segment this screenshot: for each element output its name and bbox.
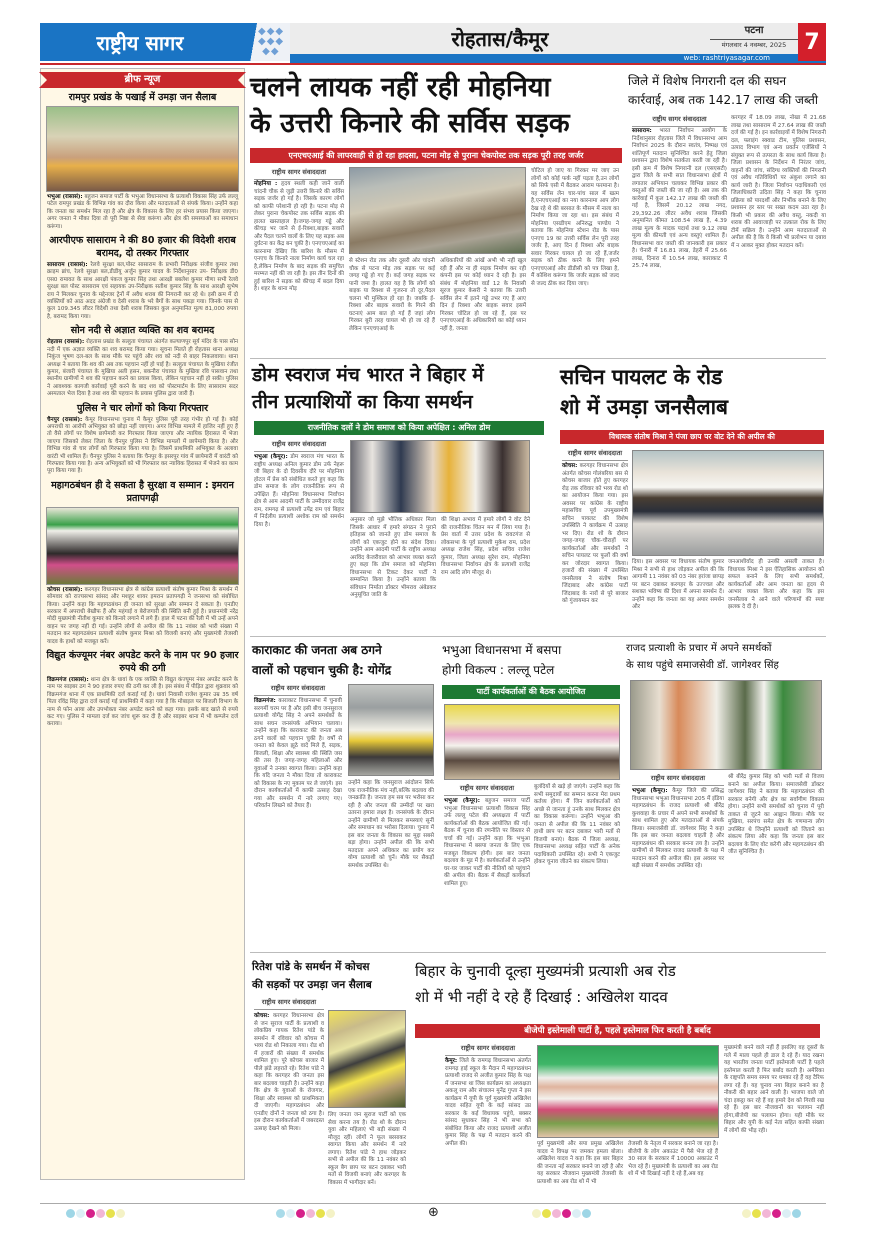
article-text: कोचस: करगहर विधानसभा क्षेत्र से जन सुराज पार्टी के प्रत्याशी व लोकप्रिय गायक रितेश पांडे के समर्थन में रविवार को कोचस में भव्य रोड शो निकाला गया। रोड शो में हजारों की संख्या में समर्थक शामिल हुए। पूरे कोचस बाजार में पीले झंडे लहराते रहे। रितेश पांडे ने कहा कि करगहर की जनता इस बार बदलाव चाहती है। उन्होंने कहा कि क्षेत्र के युवाओं के रोजगार, शिक्षा और स्वास्थ्य को प्राथमिकता दी जाएगी। महागठबंधन और एनडीए दोनों ने जनता को ठगा है। इस दौरान कार्यकर्ताओं में जबरदस्त उत्साह देखने को मिला। [254,1013,324,1132]
brief-body: रोहतास प्रखंड के सल्हुता पंचायत अंतर्गत कल्याणपुर सूर्य मंदिर के पास सोन नदी में एक अज्ञात व्यक्ति का शव बरामद किया गया। सूचना मिलते ही रोहतास थाना अध्यक्ष निकुंज भूषण दल-बल के साथ मौके पर पहुंचे और शव को नदी से बाहर निकलवाया। थाना अध्यक्ष ने बताया कि शव की अब तक पहचान नहीं हो पाई है। सल्हुता पंचायत के मुखिया रंजीत कुमार, बंजारी पंचायत के मुखिया अली हसन, बकनौरा पंचायत के मुखिया रवि पासवान तथा स्थानीय ग्रामीणों ने शव की पहचान करने का प्रयास किया, लेकिन पहचान नहीं हो सकी। पुलिस ने आवश्यक कागजी कार्रवाई पूरी करने के बाद शव को पोस्टमार्टम के लिए सासाराम सदर अस्पताल भेज दिया है तथा शव की पहचान के प्रयास पुलिस द्वारा जारी हैं। [47,339,239,398]
akhilesh-rally-photo [537,1045,719,1138]
article-text: दिया। इस अवसर पर विधायक संतोष कुमार मिश्रा ने सभी से हाथ जोड़कर अपील की कि आगामी 11 नवंबर को 03 नंबर हरांजा छापड़ पर बटन दबाकर करगहर के उज्ज्वल और सशक्त भविष्य की दिशा में अपना समर्थन दें। उन्होंने कहा कि जनता का यह अपार समर्थन और [632,559,724,610]
color-registration-dots [532,1209,591,1218]
brief-dateline: विक्रमगंज (रासासं): [47,677,89,684]
brief-body: रेलवे सुरक्षा बल,पोस्ट सासाराम के प्रभारी निरीक्षक संजीव कुमार तथा क्राइम ब्रांच, रेलवे सुरक्षा बल,डीडीयू अर्जुन कुमार यादव के निर्देशानुसार उप- निरीक्षक डी0 एस0 रामावत के साथ आरक्षी पंकज कुमार सिंह तथा आरक्षी बबलेश कुमार मीणा सभी रेलवे सुरक्षा बल पोस्ट सासाराम एवं सहायक उप-निरीक्षक सतीश कुमार सिंह के साथ आरक्षी सुभेष राय ने मिलकर चुनाव के मद्देनजर ट्रेनों में अवैध शराब की निगरानी कर रहे थे। इसी क्रम में दो व्यक्तियों को आठ अदद अंग्रेजी व देसी शराब के भरे बैगों के साथ पकड़ा गया। जिनके पास से कुल 109.345 लीटर विदेशी तथा देसी शराब जिसका कुल अनुमानित मूल्य 81,000 रुपया है, बरामद किया गया। [47,262,238,320]
article-text: करगहर में 18.09 लाख, नोखा में 21.68 लाख तथा सासाराम में 27.64 लाख की जब्ती दर्ज की गई है। इन कार्रवाइयों में विशेष निगरानी दल, फ्लाइंग स्क्वाड टीम, पुलिस प्रशासन, उत्पाद विभाग एवं अन्य प्रवर्तन एजेंसियों ने संयुक्त रूप से तत्परता के साथ कार्य किया है। जिला प्रशासन के निर्देशन में निरंतर जांच, वाहनों की जांच, संदिग्ध व्यक्तियों की निगरानी एवं अवैध गतिविधियों पर अंकुश लगाने का कार्य जारी है। जिला निर्वाचन पदाधिकारी एवं जिलाधिकारी उदिता सिंह ने कहा कि चुनाव प्रक्रिया को पारदर्शी और निर्भीक बनाने के लिए प्रशासन हर स्तर पर सख्त कदम उठा रहा है। किसी भी प्रकार की अवैध वस्तु, नकदी या शराब की आवाजाही पर तत्काल रोक के लिए टीमें सक्रिय हैं। उन्होंने आम मतदाताओं से अपील की है कि वे किसी भी प्रलोभन या दबाव में न आकर मुक्त होकर मतदान करें। [731,115,826,249]
brief-body: करगहर विधानसभा क्षेत्र से कांग्रेस प्रत्याशी संतोष कुमार मिश्रा के समर्थन में सोमवार को राज्यसभा सांसद और मशहूर शायर इमरान प्रतापगढ़ी ने जनसभा को संबोधित किया। उन्होंने कहा कि महागठबंधन ही जनता को सुरक्षा और सम्मान दे सकता है। एनडीए सरकार में अपराधी बेखौफ हैं और महंगाई व बेरोजगारी की स्थिति बनी हुई है। प्रधानमंत्री नरेंद्र मोदी मुख्यमंत्री नीतीश कुमार को किनारे लगाने में लगे हैं। हाल में पटना की रैली में भी उन्हें अपने वाहन पर जगह नहीं दी गई। उन्होंने लोगों से अपील की कि 11 नवंबर को भारी संख्या में मतदान कर महागठबंधन प्रत्याशी संतोष कुमार मिश्रा को विजयी बनाएं और मुख्यमंत्री तेजस्वी यादव के हाथों को मजबूत करें। [47,586,238,645]
article-text: कोचस: करगहर विधानसभा क्षेत्र अंतर्गत कोचस गोलंबरिया बस से कोचस बाजार होते हुए करगहर रोड़ तक रविवार को भव्य रोड शो का आयोजन किया गया। इस अवसर पर कांग्रेस के राष्ट्रीय महासचिव पूर्व उपमुख्यमंत्री सचिन पायलट की विशेष उपस्थिति ने कार्यक्रम में उत्साह भर दिए। रोड शो के दौरान जगह-जगह चौक-चौराहों पर कार्यकर्ताओं और समर्थकों ने सचिन पायलट पर फूलों की वर्षा कर जोरदार स्वागत किया। हजारों की संख्या में उपस्थित जनसैलाब ने संतोष मिश्रा जिंदाबाद और कांग्रेस पार्टी जिंदाबाद के नारों से पूरे बाजार को गुंजायमान कर [562,463,628,604]
masthead-rule [40,63,826,65]
sachin-subhead: विधायक संतोष मिश्रा ने पंजा छाप पर वोट देने की अपील की [560,430,824,444]
brief-item [41,399,244,476]
byline: राष्ट्रीय सागर संवाददाता [632,115,727,127]
dom-swaraj-headline: डोम स्वराज मंच भारत ने बिहार में तीन प्रत्याशियों का किया समर्थन [252,364,484,413]
article-text: लिए जनता जन सुराज पार्टी को एक सेवा करना तय है। रोड शो के दौरान युवा और महिलाएं भी बड़ी संख्या में मौजूद रहीं। लोगों ने फूल बरसाकर स्वागत किया और समर्थन में नारे लगाए। रितेश पांडे ने हाथ जोड़कर सभी से अपील की कि 11 नवंबर को स्कूल बैग छाप पर बटन दबाकर भारी मतों से विजयी बनाएं और करगहर के विकास में भागीदार बनें। [328,1112,406,1186]
brief-item [41,231,244,321]
brief-body: कैमूर विधानसभा चुनाव में कैमूर पुलिस पूरी तरह गंभीर हो गई है। कोई अपराधी या आरोपी अभियुक्त को छोड़ा नहीं जाएगा। अगर विभिन्न मामले में हाजिर नहीं हुए हैं तो वैसे लोगों पर विशेष छापेमारी कर गिरफ्तार किया जाएगा और न्यायिक हिरासत में भेजा जाएगा जिसको लेकर जिला के चैनपुर पुलिस ने विभिन्न मामलों में छापेमारी किया है। और विभिन्न गांव से चार लोगों को गिरफ्तार किया गया है। जिसमें प्राथमिकी अभियुक्त के अलावा वारंटी भी शामिल हैं। चैनपुर पुलिस ने बताया कि चैनपुर के इसरपुर गांव में छापेमारी में वारंटी को गिरफ्तार किया गया है। अन्य अभियुक्तों को भी गिरफ्तार कर न्यायिक हिरासत में भेजने का काम पूरा किया गया है। [47,416,238,475]
sachin-headline: सचिन पायलट के रोड शो में उमड़ा जनसैलाब [560,365,729,419]
brief-banner: ब्रीफ न्यूज [49,72,236,88]
bhabhua-headline: भभुआ विधानसभा में बसपा होगी विकल्प : लल्लू पटेल [442,643,562,677]
akhilesh-headline: बिहार के चुनावी दूल्हा मुख्यमंत्री प्रत्याशी अब रोड शो में भी नहीं दे रहे हैं दिखाई : अखिलेश यादव [415,962,676,1006]
edition-city: पटना [744,25,764,36]
byline: राष्ट्रीय सागर संवाददाता [632,774,724,786]
brief-news-column [40,68,245,1180]
article-text: भभुआ (कैमूर): कैमूर जिले की प्रसिद्ध विधानसभा भभुआ विधानसभा 205 में इंडिया महागठबंधन के राजद प्रत्याशी श्री बीरेंद्र कुशवाहा के प्रचार में अपने सभी समर्थकों के साथ शामिल हुए और मतदाताओं से संपर्क किया। समाजसेवी डॉ. जागेश्वर सिंह ने कहा कि इस बार जनता बदलाव चाहती है और महागठबंधन की सरकार बनना तय है। उन्होंने ग्रामीणों से मिलकर राजद प्रत्याशी के पक्ष में मतदान करने की अपील की। इस अवसर पर बड़ी संख्या में समर्थक उपस्थित रहे। [632,788,724,869]
article-text: मोहनिया : हृदय स्थली कही जाने वाली चांदनी चौक से जुड़ी उत्तरी किनारे की सर्विस सड़क जर्जर हो गई है। जिसके कारण लोगों को काफी परेशानी हो रही है। पटना मोड़ से लेकर पुराना चेकपोस्ट तक सर्विस सड़क की हालत खस्ताहाल है।जगह-जगह गड्ढे और कीचड़ भर जाने से ई-रिक्शा,बाइक सवारों और पैदल चलने वालों के लिए यह सड़क अब दुर्घटना का केंद्र बन चुकी है। एनएचएआई का कारनामा देखिए कि बारिश के मौसम में एनएच के किनारे नाला निर्माण कार्य चल रहा है,लेकिन निर्माण के बाद सड़क की समुचित मरम्मत नहीं की जा रही है। इस तीन दिनों की हुई बारिश ने सड़क को कीचड़ में बदल दिया है। शहर के थाना मोड़ [254,181,344,292]
footer-rule [40,1203,826,1204]
ritesh-headline: रितेश पांडे के समर्थन में कोचस की सड़कों पर उमड़ा जन सैलाब [252,961,372,991]
akhilesh-subhead: बीजेपी इस्तेमाली पार्टी है, पहले इस्तेमाल फिर करती है बर्बाद [415,1024,820,1038]
karakat-photo [348,684,434,776]
article-text: भभुआ (कैमूर): बहुजन समाज पार्टी भभुआ विधानसभा प्रत्याशी विकास सिंह उर्फ लल्लू पटेल की अध्यक्षता में पार्टी कार्यकर्ताओं की बैठक आयोजित की गई। बैठक में चुनाव की रणनीति पर विस्तार से चर्चा की गई। उन्होंने कहा कि भभुआ विधानसभा में बसपा जनता के लिए एक मजबूत विकल्प होगी। इस बार जनता बदलाव के मूड में है। कार्यकर्ताओं से उन्होंने घर-घर जाकर पार्टी की नीतियों को पहुंचाने की अपील की। बैठक में सैकड़ों कार्यकर्ता शामिल हुए। [444,798,530,887]
byline: राष्ट्रीय सागर संवाददाता [254,998,324,1010]
article-text: उन्होंने कहा कि जनसुराज आंदोलन सिर्फ एक राजनीतिक मंच नहीं,बल्कि बदलाव की जनक्रांति है। जनता हम सब पर भरोसा कर रही है और जनता की उम्मीदों पर खरा उतरना हमारा लक्ष्य है। जनसंपर्क के दौरान उन्होंने ग्रामीणों से मिलकर समस्याएं सुनीं और समाधान का भरोसा दिलाया। चुनाव में इस बार जनता के विकास का मुद्दा सबसे बड़ा होगा। उन्होंने अपील की कि सभी मतदाता अपने अधिकार का प्रयोग कर योग्य प्रत्याशी को चुनें। मौके पर सैकड़ों समर्थक उपस्थित थे। [348,780,434,869]
website-url[interactable]: web: rashtriyasagar.com [683,54,770,62]
road-show-photo [632,450,824,556]
brief-photo [46,106,239,192]
article-text: अनुसार जो मुझे भौतिक अधिकार मिला जिसके आधार में हमारे संगठन ने पुराने इतिहास को जानते हुए डोम समाज के लोगों को एकजुट होने का संदेश दिया। उन्होंने आम आदमी पार्टी के राष्ट्रीय अध्यक्ष अरविंद केजरीवाल को आभार व्यक्त करते हुए कहा कि डोम समाज को मोहनिया विधानसभा से टिकट देकर पार्टी ने सम्मानित किया है। उन्होंने बताया कि संविधान निर्माता डॉक्टर भीमराव अंबेडकर अनुसूचित जाति के [350,517,436,598]
registration-mark-icon: ⊕ [428,1205,439,1220]
brief-dateline: चैनपुर (रासासं): [47,416,83,423]
divider [250,636,826,637]
byline: राष्ट्रीय सागर संवाददाता [254,168,344,180]
lead-headline: चलने लायक नहीं रही मोहनिया के उत्तरी किनारे की सर्विस सड़क [250,72,570,139]
brief-dateline: सासाराम (रासासं): [47,262,88,269]
brief-body: थाना क्षेत्र के धावां के एक व्यक्ति से विद्युत कंज्यूमर नंबर अपडेट करने के नाम पर साइबर ठग ने 90 हजार रुपए की ठगी कर ली है। इस संबंध में पीड़ित द्वारा शुक्रवार को विक्रमगंज थाना में एक प्राथमिकी दर्ज कराई गई है। धावां निवासी राजेश कुमार उम्र 35 वर्ष पिता रविंद्र सिंह द्वारा दर्ज कराई गई प्राथमिकी में कहा गया है कि मोबाइल पर बिजली विभाग के नाम से फोन आया और उपभोक्ता नंबर अपडेट करने को कहा गया। इसके बाद खाते से रुपये कट गए। पुलिस ने मामला दर्ज कर जांच शुरू कर दी है और साइबर थाना में भी कम्प्लेन दर्ज कराया। [47,677,238,728]
dom-swaraj-photo [350,440,530,513]
byline: राष्ट्रीय सागर संवाददाता [445,1044,531,1056]
brief-headline: रामपुर प्रखंड के पखाई में उमड़ा जन सैलाब [68,92,217,103]
rjd-headline: राजद प्रत्याशी के प्रचार में अपने समर्थकों के साथ पहुंचे समाजसेवी डॉ. जागेश्वर सिंह [626,643,779,671]
article-text: श्री बीरेंद्र कुमार सिंह को भारी मतों से विजय बनाने का अपील किया। समाजसेवी डॉक्टर जागेश्वर सिंह ने बताया कि महागठबंधन की सरकार बनेगी और क्षेत्र का सर्वांगीण विकास होगा। उन्होंने सभी समर्थकों को चुनाव में पूरी ताकत से जुटने का आह्वान किया। मौके पर मुखिया, सरपंच समेत क्षेत्र के गणमान्य लोग उपस्थित थे जिन्होंने प्रत्याशी को जिताने का संकल्प लिया और कहा कि जनता इस बार बदलाव के लिए वोट करेगी और महागठबंधन की जीत सुनिश्चित है। [728,774,824,855]
section-title: रोहतास/कैमूर [290,23,710,54]
brief-headline: पुलिस ने चार लोगों को किया गिरफ्तार [77,402,208,414]
edition-date: मंगलवार 4 नवम्बर, 2025 [710,39,798,50]
brief-item [41,646,244,729]
article-text: विक्रमगंज: काराकाट विधानसभा में चुनावी सरगर्मी चरम पर है और इसी बीच जनसुराज प्रत्याशी योगेंद्र सिंह ने अपने समर्थकों के साथ सघन जनसंपर्क अभियान चलाया। उन्होंने कहा कि काराकाट की जनता अब ठगने वालों को पहचान चुकी है। वर्षों से जनता को केवल झूठे वादे मिले हैं, सड़क, बिजली, शिक्षा और स्वास्थ्य की स्थिति जस की तस है। जगह-जगह महिलाओं और युवाओं ने उनका स्वागत किया। उन्होंने कहा कि यदि जनता ने मौका दिया तो काराकाट को विकास के नए मुकाम पर ले जाएंगे। इस दौरान कार्यकर्ताओं में काफी उत्साह देखा गया और समर्थन में नारे लगाए गए। परिवर्तन लिखने को तैयार हैं। [254,698,342,809]
brief-item [41,476,244,646]
article-text: भभुआ (कैमूर): डोम स्वराज मंच भारत के राष्ट्रीय अध्यक्ष अनिल कुमार डोम उर्फ नेहरू जी बिहार के दो दिवसीय दौरे पर मोहनिया होटल में प्रेस को संबोधित करते हुए कहा कि डोम समाज के लोग राजनीतिक रूप से उपेक्षित हैं। मोहनिया विधानसभा निर्वाचन क्षेत्र से आम आदमी पार्टी के उम्मीदवार राजेंद्र राम, रामगढ़ से प्रत्याशी उपेंद्र राम एवं बिहार में निर्दलीय प्रत्याशी अशोक राम को समर्थन दिया है। [254,454,345,528]
newspaper-brand: राष्ट्रीय सागर [40,23,240,61]
road-show-crowd-photo [328,1010,406,1108]
dom-swaraj-subhead: राजनीतिक दलों ने डोम समाज को किया अपेक्षित : अनिल डोम [254,421,544,435]
page-number: 7 [798,23,826,61]
byline: राष्ट्रीय सागर संवाददाता [562,449,628,461]
byline: राष्ट्रीय सागर संवाददाता [254,684,342,696]
brief-item [41,88,244,231]
article-text: जनआशीर्वाद ही उनकी असली ताकत है। विधायक मिश्रा ने इस ऐतिहासिक आयोजन को सफल बनाने के लिए सभी समर्थकों, कार्यकर्ताओं और आम जनता का हृदय से आभार व्यक्त किया और कहा कि इस जनसैलाब ने आने वाले परिणामों की स्पष्ट झलक दे दी है। [728,559,824,610]
brief-item [41,321,244,398]
brief-headline: आरपीएफ सासाराम ने की 80 हजार की विदेशी शराब बरामद, दो तस्कर गिरफ्तार [49,235,236,260]
article-text: तेजस्वी के नेतृत्व में सरकार बनाने जा रहा है। बीजेपी के लोग अकाउंट में पैसे भेज रहे हैं 30 साल के सरकार में 10000 अकाउंट में भेज रहे हैं। मुख्यमंत्री के प्रत्याशी का अब रोड शो में भी दिखाई नहीं दे रहे हैं,अब वह [628,1141,718,1177]
road-photo [349,167,526,254]
article-text: से स्टेशन रोड तक और दूसरी ओर चांदनी चौक से पटना मोड़ तक सड़क पर कई जगह गड्ढे हो गए हैं। कई जगह सड़क पर पानी जमा है। हालत यह है कि लोगों को बाइक या रिक्शा से गुजरना तो दूर,पैदल चलना भी मुश्किल हो रहा है। जबकि ई-रिक्शा और बाइक सवारों के गिरने की घटनाएं आम बात हो गई हैं जहां लोग गिरकर बुरी तरह घायल भी हो जा रहे हैं लेकिन एनएचएआई के [349,258,435,332]
karakat-headline: काराकाट की जनता अब ठगने वालों को पहचान चुकी है: योगेंद्र [252,643,392,677]
party-meeting-photo [444,704,620,780]
brief-dateline: कोचस (रासासं): [47,586,83,593]
masthead [40,23,826,66]
rjd-campaign-photo [630,680,822,770]
brief-headline: विद्युत कंज्यूमर नंबर अपडेट करने के नाम पर 90 हजार रुपये की ठगी [46,650,239,675]
lead-subhead: एनएचएआई की लापरवाही से हो रहा हादसा, पटना मोड़ से पुराना चेकपोस्ट तक सड़क पूरी तरह जर्जर [250,148,622,163]
color-registration-dots [742,1209,801,1218]
article-text: कैमूर: जिले के रामगढ़ विधानसभा अंतर्गत रामगढ़ हाई स्कूल के मैदान में महागठबंधन प्रत्याशी राजद से अजीत कुमार सिंह के पक्ष में जनसभा था जिस कार्यक्रम का अध्यक्षता अकलू राम और संचालन मुनेंद्र गुप्ता ने इस कार्यक्रम में यूपी के पूर्व मुख्यमंत्री अखिलेश यादव सहित यूपी के कई सांसद उप्र सरकार के कई विधायक पहुंचे, बक्सर सांसद सुधाकर सिंह ने भी सभा को संबोधित किया और राजद प्रत्याशी अजीत कुमार सिंह के पक्ष में मतदान करने की अपील की। [445,1058,531,1147]
color-registration-dots [66,1209,125,1218]
brief-dateline: भभुआ (रासासं): [47,194,83,200]
article-text: की शिक्षा अभाव में हमारे लोगों ने वोट देने की राजनीतिक चिंतन मन में लिया गया है। प्रेस वार्ता में उत्तर प्रदेश के रावटगंज से लोकसभा के पूर्व प्रत्याशी मुकेश राम, प्रदेश अध्यक्ष राजेश सिंह, प्रदेश सचिव राजेश कुमार, जिला अध्यक्ष सुरेश राम, मोहनिया विधानसभा निर्वाचन क्षेत्र के प्रत्याशी राजेंद्र राम आदि लोग मौजूद थे। [441,517,530,576]
article-text: पूर्व मुख्यमंत्री और सपा प्रमुख अखिलेश यादव ने विपक्ष पर जमकर हमला बोला। अखिलेश यादव ने कहा कि इस बार बिहार की जनता नई सरकार बनाने जा रही है और यह सरकार नौजवान मुख्यमंत्री तेजस्वी के प्रत्याशी का अब रोड शो में भी [537,1141,623,1185]
color-registration-dots [276,1209,335,1218]
bhabhua-subhead: पार्टी कार्यकर्ताओं की बैठक आयोजित [442,685,620,699]
brief-dateline: रोहतास (रासासं): [47,339,85,346]
surveillance-headline: जिले में विशेष निगरानी दल की सघन कार्रवाई, अब तक 142.17 लाख की जब्ती [628,74,819,107]
article-text: सासाराम: भारत निर्वाचन आयोग के निर्देशानुसार रोहतास जिले में विधानसभा आम निर्वाचन 2025 के दौरान स्वतंत्र, निष्पक्ष एवं शांतिपूर्ण मतदान सुनिश्चित करने हेतु जिला प्रशासन द्वारा विशेष सतर्कता बरती जा रही है। इसी क्रम में विशेष निगरानी दल (एसएसटी) द्वारा जिले के सभी सात विधानसभा क्षेत्रों में लगातार अभियान चलाकर विभिन्न प्रकार की वस्तुओं की जब्ती की जा रही है। अब तक की कार्रवाई में कुल 142.17 लाख की जब्ती की गई है, जिसमें 20.12 लाख नगद, 29,392.26 लीटर अवैध शराब जिसकी अनुमानित कीमत 108.54 लाख है, 4.39 लाख मूल्य के मादक पदार्थ तथा 9.12 लाख मूल्य की कीमती एवं अन्य वस्तुएं शामिल हैं। विधानसभा वार जब्ती की जानकारी इस प्रकार है। चेनारी में 16.81 लाख, डेहरी में 25.66 लाख, दिनारा में 10.54 लाख, काराकाट में 25.74 लाख, [632,128,727,269]
divider [250,358,826,359]
byline: राष्ट्रीय सागर संवाददाता [254,440,344,452]
brief-body: बहुजन समाज पार्टी के भभुआ विधानसभा के प्रत्याशी विकास सिंह उर्फ लल्लू पटेल रामपुर प्रखंड के विभिन्न गांव का दौरा किया और मतदाताओं से संपर्क किया। उन्होंने कहा कि जनता का समर्थन मिल रहा है और क्षेत्र के विकास के लिए हर संभव प्रयास किया जाएगा। अगर जनता ने मौका दिया तो पूरी निष्ठा से सेवा करूंगा और क्षेत्र की समस्याओं का समाधान करूंगा। [47,194,238,230]
brief-photo [46,507,239,585]
article-text: मुख्यमंत्री बनने वाले नहीं हैं इसलिए वह दूसरों के गले में माला पहले ही डाल दे रहे हैं। याद रखना यह भारतीय जनता पार्टी इस्तेमाली पार्टी है पहले इस्तेमाल करती है फिर बर्बाद करती है। अमेरिका के राष्ट्रपति समय समय पर धमका रहे हैं वह टैरिफ लगा रहे हैं। यह चुनाव नया बिहार बनाने का है नौकरी की बहार आने वाली है। भाजपा वाले जो चंदा इकट्ठा कर रहे हैं वह हमारे देश को गिरवी रख रहे हैं। इस बार नौजवानों का पलायन नहीं होगा,बीजेपी का पलायन होगा। यही मौके पर बिहार और यूपी के कई नेता सहित काफी संख्या में लोगों की भीड़ रही। [724,1045,824,1134]
byline: राष्ट्रीय सागर संवाददाता [444,784,530,796]
website-bar [290,54,826,63]
article-text: अधिकारियों की आंखें अभी भी नहीं खुल रही हैं और ना ही सड़क निर्माण कर रही कंपनी इस पर कोई ध्यान दे रही है। इस संबंध में मोहनिया वार्ड 12 के निवासी सूरज कुमार केसरी ने बताया कि उत्तरी सर्विस लेन में इतने गड्ढे उभर गए हैं आए दिन ई रिक्शा और बाइक सवार इसमें गिरकर चोटिल हो जा रहे हैं, इस पर एनएचएआई के अधिकारियों का कोई ध्यान नहीं है, जनता [440,258,526,332]
brief-headline: महागठबंधन ही दे सकता है सुरक्षा व सम्मान : इमरान प्रतापगढ़ी [51,479,234,504]
article-text: बुलंदियों से खड़े हो जाएंगे। उन्होंने कहा कि सभी समुदायों का सम्मान करना मेरा प्रथम कर्तव्य होगा। मैं जिन कार्यकर्ताओं को अच्छे से जानता हूं उनके साथ मिलकर क्षेत्र का विकास करूंगा। उन्होंने भभुआ की जनता से अपील की कि 11 नवंबर को हाथी छाप पर बटन दबाकर भारी मतों से विजयी बनाएं। बैठक में जिला अध्यक्ष, विधानसभा अध्यक्ष सहित पार्टी के अनेक पदाधिकारी उपस्थित रहे। सभी ने एकजुट होकर चुनाव जीतने का संकल्प लिया। [534,784,620,865]
article-text: चोटिल हो जाए या गिरकर मर जाए उन लोगों को कोई फर्क नहीं पड़ता है,उन लोगों को सिर्फ एसी में बैठकर आराम फरमाना है। यह सर्विस लेन चार-पांच साल में खत्म है,एनएचएआई का नया कारनामा आप लोग देख रहे थे की बरसात के मौसम में नाला का निर्माण किया जा रहा था। इस संबंध में मोहनिया एसडीएम अनिरुद्ध पाण्डेय ने बताया कि मोहनिया स्टेशन रोड के पास एनएच 19 का उत्तरी सर्विस लेन पूरी तरह जर्जर है, आए दिन ई रिक्शा और बाइक सवार गिरकर घायल हो जा रहे हैं,जर्जर सड़क को ठीक करने के लिए हमने एनएचएआई और डीडीसी को पत्र लिखा है, मैं कोशिश करूंगा कि जर्जर सड़क को जल्द से जल्द ठीक कर दिया जाए। [531,168,619,287]
brief-headline: सोन नदी से अज्ञात व्यक्ति का शव बरामद [70,325,215,337]
decorative-dots-icon: ◆◆◆ ◆◆◆ ◆◆ [258,26,285,57]
divider [250,952,826,953]
